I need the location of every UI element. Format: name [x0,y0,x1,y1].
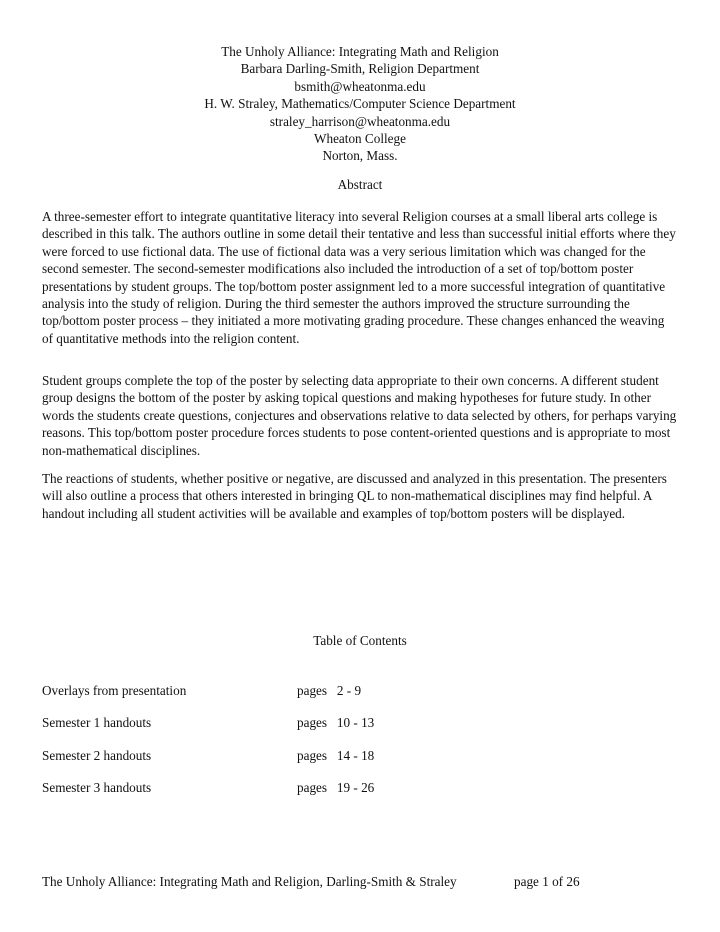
toc-pages: pages 2 - 9 [297,683,362,698]
abstract-paragraph-1: A three-semester effort to integrate quantitative literacy into several Religion courses at a small liberal arts college is described in this talk. The authors outline in some detail their tentative and less than successful initial efforts where they were forced to use fictional data. The use of fictional data was a very serious limitation which was changed for the second semester. The second-semester modifications also included the introduction of a set of top/bottom poster presentations by student groups. The top/bottom poster assignment led to a more successful integration of quantitative analysis into the study of religion. During the third semester the authors improved the structure surrounding the top/bottom poster process – they initiated a more motivating grading procedure. These changes enhanced the weaving of quantitative methods into the religion content. [42,209,676,346]
author-2: H. W. Straley, Mathematics/Computer Science Department [204,96,516,112]
location: Norton, Mass. [322,148,398,164]
toc-heading: Table of Contents [313,633,407,648]
toc-label: Semester 2 handouts [42,748,152,763]
toc-row [42,682,542,699]
toc-row [42,714,542,731]
document-header [0,43,720,165]
abstract-paragraph-3: The reactions of students, whether positive or negative, are discussed and analyzed in this presentation. The presenters will also outline a process that others interested in bringing QL to non-mathematical disciplines may find helpful. A handout including all student activities will be available and examples of top/bottom posters will be displayed. [42,471,667,521]
toc-pages: pages 14 - 18 [297,748,375,763]
toc-label: Overlays from presentation [42,683,187,698]
toc-label: Semester 3 handouts [42,780,152,795]
author-2-email: straley_harrison@wheatonma.edu [269,113,451,129]
toc-pages: pages 19 - 26 [297,780,375,795]
institution: Wheaton College [314,131,406,147]
author-1-email: bsmith@wheatonma.edu [294,78,426,94]
toc-label: Semester 1 handouts [42,715,152,730]
abstract-heading: Abstract [337,177,383,192]
toc-row [42,779,542,796]
footer-running-title: The Unholy Alliance: Integrating Math and Religion, Darling-Smith & Straley [42,874,457,889]
page-footer [42,873,682,890]
toc-row [42,747,542,764]
footer-page-number: page 1 of 26 [514,874,580,889]
document-title: The Unholy Alliance: Integrating Math and Religion [221,44,499,59]
author-1: Barbara Darling-Smith, Religion Department [240,61,480,77]
abstract-paragraph-2: Student groups complete the top of the poster by selecting data appropriate to their own concerns. A different student group designs the bottom of the poster by asking topical questions and making hypotheses for future study. In other words the students create questions, conjectures and observations relative to data selected by others, for perhaps varying reasons. This top/bottom poster procedure forces students to pose content-oriented questions and is appropriate to most non-mathematical disciplines. [42,373,677,458]
toc-pages: pages 10 - 13 [297,715,375,730]
